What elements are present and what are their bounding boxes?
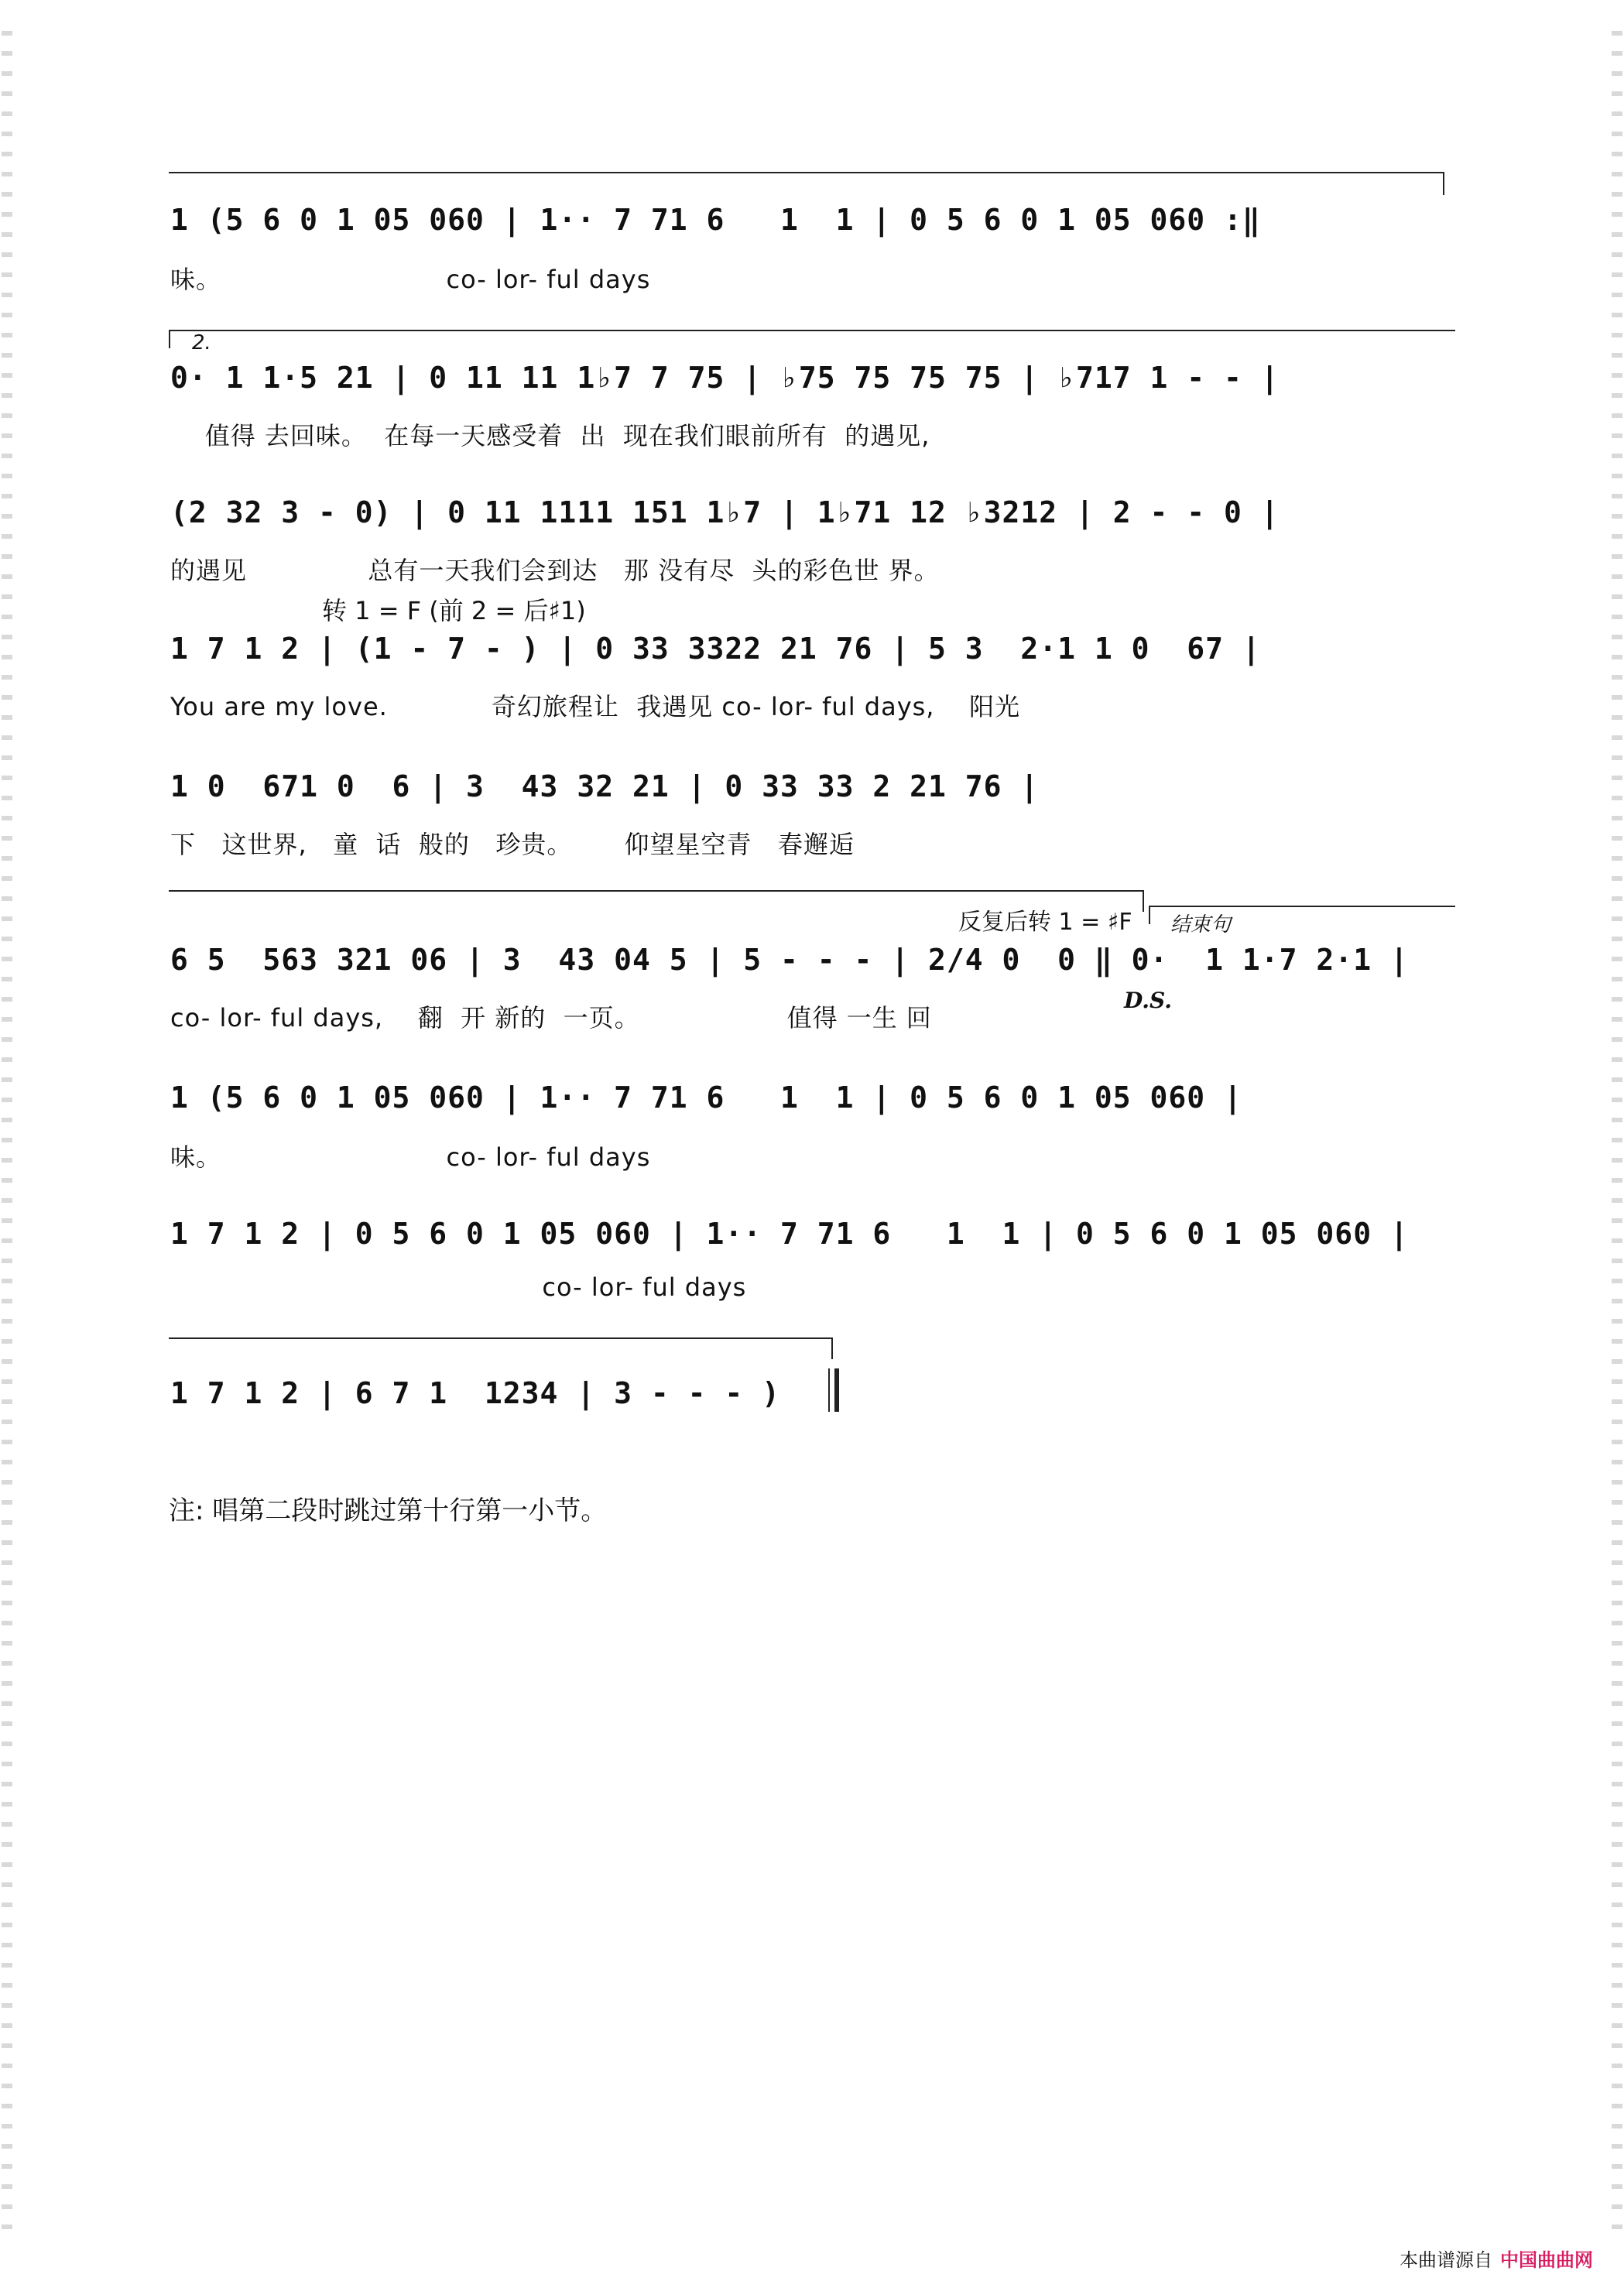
lyrics-row-3: 的遇见 总有一天我们会到达 那 没有尽 头的彩色世 界。 [170,556,940,585]
notation-row-1: 1 (5 6 0 1 05 060 | 1·· 7 71 6 1 1 | 0 5 6 0 1 05 060 :‖ [170,203,1261,237]
notation-row-2: 0· 1 1·5 21 | 0 11 11 1♭7 7 75 | ♭75 75 75 75 | ♭717 1 - - | [170,361,1280,395]
notation-row-8: 1 7 1 2 | 0 5 6 0 1 05 060 | 1·· 7 71 6 1 1 | 0 5 6 0 1 05 060 | [170,1217,1409,1251]
lyrics-row-2: 值得 去回味。 在每一天感受着 出 现在我们眼前所有 的遇见, [170,421,930,450]
credit-brand[interactable]: 中国曲曲网 [1500,2249,1593,2271]
right-watermark-strip [1612,31,1622,2245]
notation-row-5: 1 0 671 0 6 | 3 43 32 21 | 0 33 33 2 21 76 | [170,769,1040,803]
lyrics-row-8: co- lor- ful days [170,1272,747,1302]
lyrics-row-6: co- lor- ful days, 翻 开 新的 一页。 值得 一生 回 [170,1003,932,1033]
notation-row-9: 1 7 1 2 | 6 7 1 1234 | 3 - - - ) [170,1376,780,1410]
coda-line-hook [831,1337,833,1359]
footnote: 注: 唱第二段时跳过第十行第一小节。 [169,1495,608,1526]
volta-2-bracket [169,330,1455,348]
lyrics-row-4: You are my love. 奇幻旅程让 我遇见 co- lor- ful days, 阳光 [170,692,1021,721]
lyrics-row-5: 下 这世界, 童 话 般的 珍贵。 仰望星空青 春邂逅 [170,830,855,859]
key-change-annotation: 转 1 = F (前 2 = 后♯1) [322,596,586,625]
final-barline [828,1368,839,1412]
notation-row-7: 1 (5 6 0 1 05 060 | 1·· 7 71 6 1 1 | 0 5 6 0 1 05 060 | [170,1081,1242,1115]
volta-2-label: 2. [192,331,211,354]
left-watermark-strip [2,31,12,2245]
ds-line [169,890,1144,892]
lyrics-row-1: 味。 co- lor- ful days [170,265,651,294]
notation-row-3: (2 32 3 - 0) | 0 11 1111 151 1♭7 | 1♭71 12 ♭3212 | 2 - - 0 | [170,495,1280,529]
ds-mark: D.S. [1124,988,1173,1013]
source-credit [1400,2245,1593,2272]
ending-label: 结束句 [1170,913,1232,937]
ds-line-hook [1143,890,1144,912]
volta-line-top [169,172,1444,173]
lyrics-row-7: 味。 co- lor- ful days [170,1142,651,1172]
credit-text: 本曲谱源自 [1400,2249,1492,2271]
notation-row-4: 1 7 1 2 | (1 - 7 - ) | 0 33 3322 21 76 | 5 3 2·1 1 0 67 | [170,632,1261,666]
coda-line [169,1337,833,1339]
key-change-after-repeat: 反复后转 1 = ♯F [958,909,1132,936]
notation-row-6: 6 5 563 321 06 | 3 43 04 5 | 5 - - - | 2/4 0 0 ‖ 0· 1 1·7 2·1 | [170,943,1409,977]
volta-end-hook [1443,172,1444,195]
